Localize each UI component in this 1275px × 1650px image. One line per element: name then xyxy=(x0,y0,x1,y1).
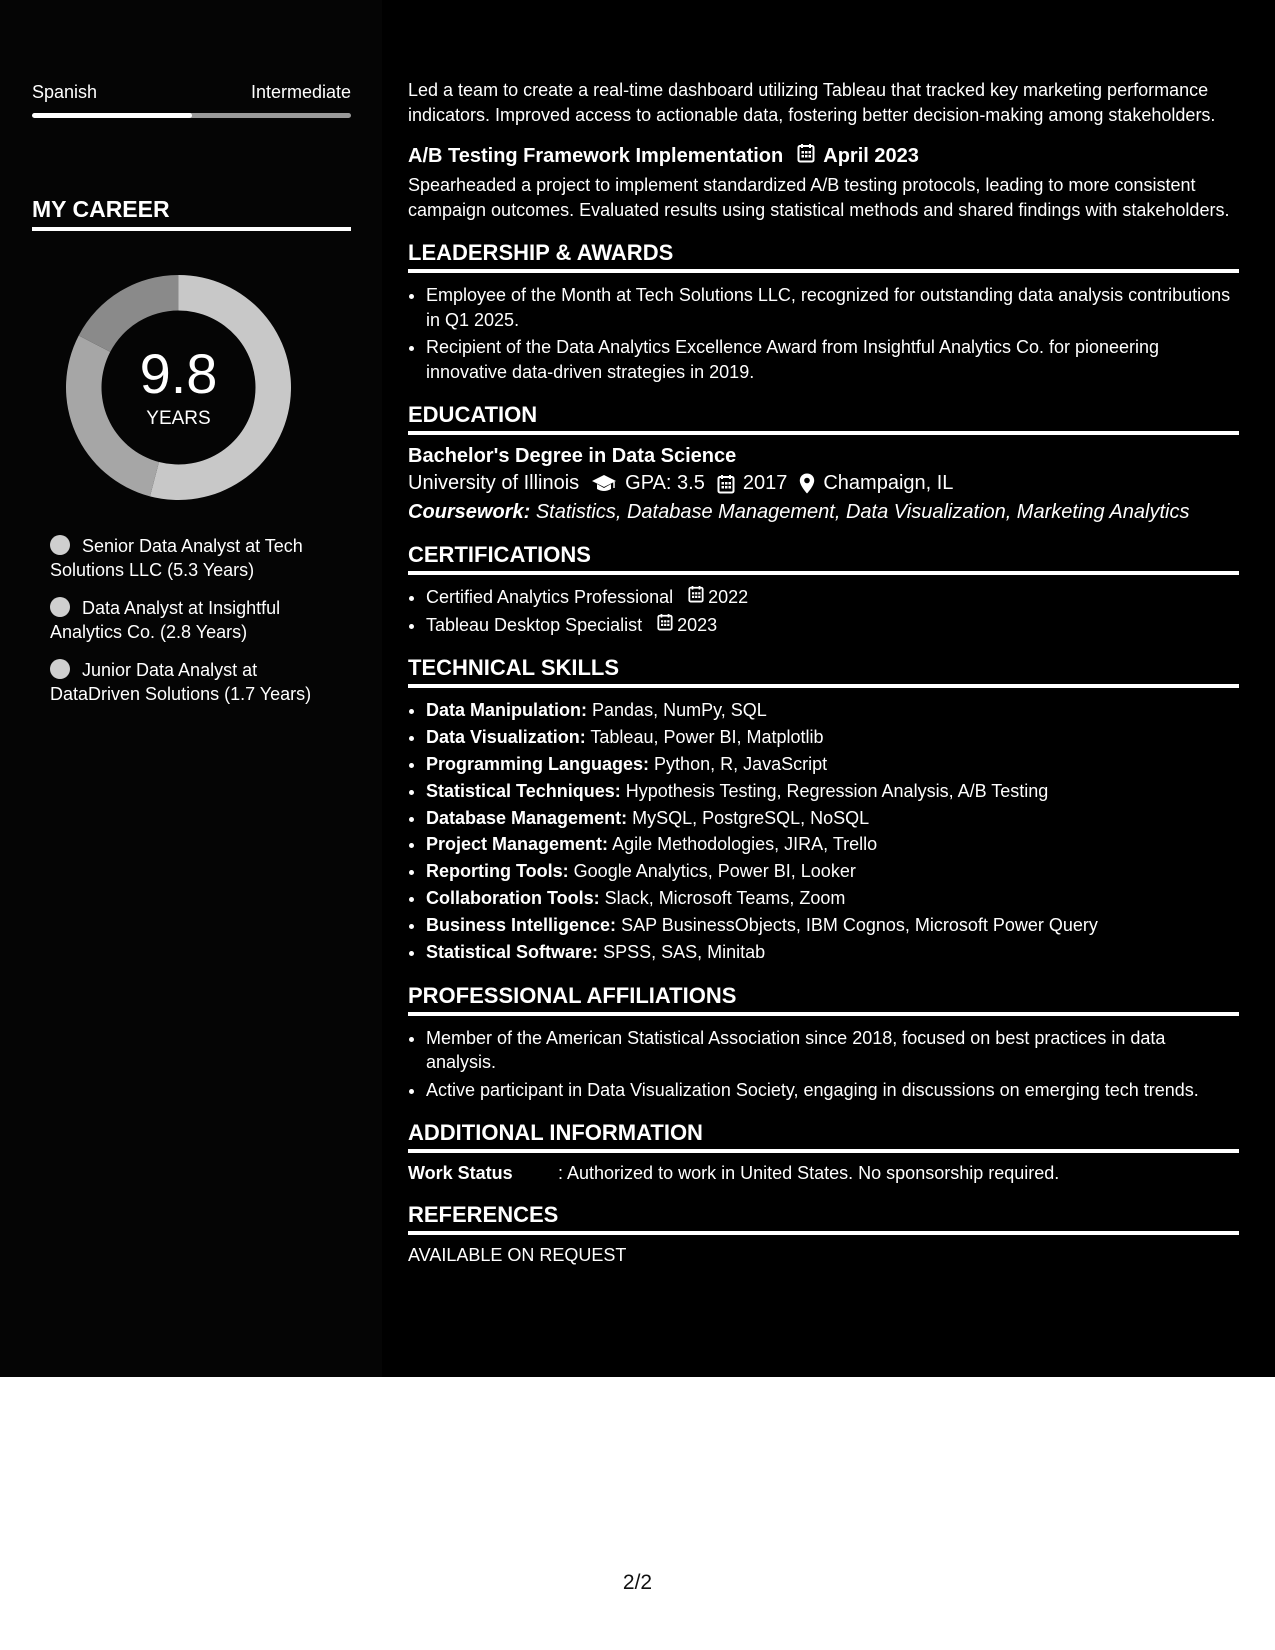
education-degree: Bachelor's Degree in Data Science xyxy=(408,445,737,467)
list-item: • Employee of the Month at Tech Solutions LLC, recognized for outstanding data analysis contributions in Q1 2025. xyxy=(426,283,1239,332)
language-row xyxy=(32,82,351,103)
sidebar xyxy=(0,0,382,1377)
graduation-cap-icon xyxy=(591,474,617,494)
project-date: April 2023 xyxy=(823,144,919,167)
work-status-value: : Authorized to work in United States. No sponsorship required. xyxy=(558,1163,1060,1184)
certification-year: 2022 xyxy=(708,587,749,607)
main-content xyxy=(408,78,1239,1266)
project-title-row xyxy=(408,143,1239,169)
skill-value: Pandas, NumPy, SQL xyxy=(592,700,767,720)
skill-label: Collaboration Tools: xyxy=(426,888,600,909)
skill-value: Slack, Microsoft Teams, Zoom xyxy=(604,888,846,909)
career-total-value: 9.8 xyxy=(139,341,218,405)
skill-value: SPSS, SAS, Minitab xyxy=(603,942,766,963)
section-heading-education: EDUCATION xyxy=(408,402,1239,435)
skill-value: SAP BusinessObjects, IBM Cognos, Microsoft Power Query xyxy=(621,915,1098,936)
skill-label: Data Manipulation: xyxy=(426,700,587,720)
career-item xyxy=(50,534,350,582)
education-details xyxy=(408,472,1239,495)
list-item xyxy=(426,913,1239,938)
skill-value: Python, R, JavaScript xyxy=(654,753,828,774)
project-title: A/B Testing Framework Implementation xyxy=(408,144,784,167)
language-level: Intermediate xyxy=(250,82,351,102)
work-status-row xyxy=(408,1163,1239,1184)
career-total-unit: YEARS xyxy=(146,407,211,429)
certification-name: Tableau Desktop Specialist xyxy=(426,614,643,635)
career-donut-chart xyxy=(66,275,291,500)
list-item xyxy=(426,859,1239,884)
list-item xyxy=(426,698,1239,723)
education-school: University of Illinois xyxy=(408,472,580,494)
education-gpa: GPA: 3.5 xyxy=(625,472,705,494)
list-item xyxy=(426,752,1239,777)
skill-label: Programming Languages: xyxy=(426,753,650,774)
certification-date xyxy=(657,613,717,638)
skill-label: Business Intelligence: xyxy=(426,915,617,936)
career-item-text: Junior Data Analyst at DataDriven Solutions (1.7 Years) xyxy=(50,660,312,704)
education-coursework xyxy=(408,501,1239,524)
skill-label: Statistical Techniques: xyxy=(426,780,621,801)
education-year: 2017 xyxy=(742,472,788,494)
bullet-dot-icon xyxy=(50,535,70,555)
section-heading-affiliations: PROFESSIONAL AFFILIATIONS xyxy=(408,983,1239,1016)
skill-value: Tableau, Power BI, Matplotlib xyxy=(590,726,824,747)
skill-label: Data Visualization: xyxy=(426,726,586,747)
map-pin-icon xyxy=(799,473,815,494)
career-item-text: Senior Data Analyst at Tech Solutions LLC (5.3 Years) xyxy=(50,536,303,580)
calendar-icon xyxy=(797,143,815,169)
career-heading: MY CAREER xyxy=(32,196,351,231)
skills-list xyxy=(408,698,1239,965)
project-description: Led a team to create a real-time dashboard utilizing Tableau that tracked key marketing performance indicators. Improved access to actionable data, fostering better decision-making among stakeholders. xyxy=(408,80,1216,125)
career-item xyxy=(50,596,350,644)
calendar-icon xyxy=(688,585,708,610)
donut-center xyxy=(66,275,291,500)
career-item-text: Data Analyst at Insightful Analytics Co. (2.8 Years) xyxy=(50,598,281,642)
certification-year: 2023 xyxy=(677,614,718,635)
project-description: Spearheaded a project to implement standardized A/B testing protocols, leading to more consistent campaign outcomes. Evaluated results using statistical methods and shared findings with stakeholders. xyxy=(408,175,1230,220)
career-list xyxy=(50,534,350,720)
skill-label: Project Management: xyxy=(426,834,609,855)
language-proficiency-fill xyxy=(32,113,192,118)
career-item xyxy=(50,658,350,706)
list-item xyxy=(426,940,1239,965)
skill-value: Agile Methodologies, JIRA, Trello xyxy=(612,834,878,855)
education-location: Champaign, IL xyxy=(823,472,954,494)
calendar-icon xyxy=(657,613,677,638)
list-item xyxy=(426,832,1239,857)
certification-date xyxy=(688,585,748,610)
list-item xyxy=(426,613,1239,638)
section-heading-skills: TECHNICAL SKILLS xyxy=(408,655,1239,688)
certification-name: Certified Analytics Professional xyxy=(426,587,674,607)
section-heading-awards: LEADERSHIP & AWARDS xyxy=(408,240,1239,273)
skill-label: Database Management: xyxy=(426,807,628,828)
list-item: • Recipient of the Data Analytics Excellence Award from Insightful Analytics Co. for pioneering innovative data-driven strategies in 2019. xyxy=(426,335,1239,384)
section-heading-additional: ADDITIONAL INFORMATION xyxy=(408,1120,1239,1153)
language-name: Spanish xyxy=(32,82,98,102)
list-item: • Active participant in Data Visualization Society, engaging in discussions on emerging tech trends. xyxy=(426,1078,1239,1103)
calendar-icon xyxy=(717,474,735,494)
bullet-dot-icon xyxy=(50,659,70,679)
coursework-label: Coursework: xyxy=(408,501,531,523)
references-text: AVAILABLE ON REQUEST xyxy=(408,1245,627,1266)
skill-label: Statistical Software: xyxy=(426,942,599,963)
bullet-dot-icon xyxy=(50,597,70,617)
page-number: 2/2 xyxy=(622,1571,653,1594)
affiliations-list xyxy=(408,1026,1239,1103)
work-status-label: Work Status xyxy=(408,1163,513,1184)
list-item xyxy=(426,806,1239,831)
list-item xyxy=(426,886,1239,911)
skill-value: MySQL, PostgreSQL, NoSQL xyxy=(632,807,870,828)
section-heading-certifications: CERTIFICATIONS xyxy=(408,542,1239,575)
awards-list xyxy=(408,283,1239,384)
list-item: • Member of the American Statistical Association since 2018, focused on best practices in data analysis. xyxy=(426,1026,1239,1075)
skill-value: Hypothesis Testing, Regression Analysis, A/B Testing xyxy=(625,780,1049,801)
list-item xyxy=(426,585,1239,610)
skill-value: Google Analytics, Power BI, Looker xyxy=(573,861,856,882)
section-heading-references: REFERENCES xyxy=(408,1202,1239,1235)
coursework-value: Statistics, Database Management, Data Visualization, Marketing Analytics xyxy=(535,501,1190,523)
list-item xyxy=(426,725,1239,750)
skill-label: Reporting Tools: xyxy=(426,861,569,882)
language-proficiency-bar xyxy=(32,113,351,118)
certifications-list xyxy=(408,585,1239,637)
list-item xyxy=(426,779,1239,804)
